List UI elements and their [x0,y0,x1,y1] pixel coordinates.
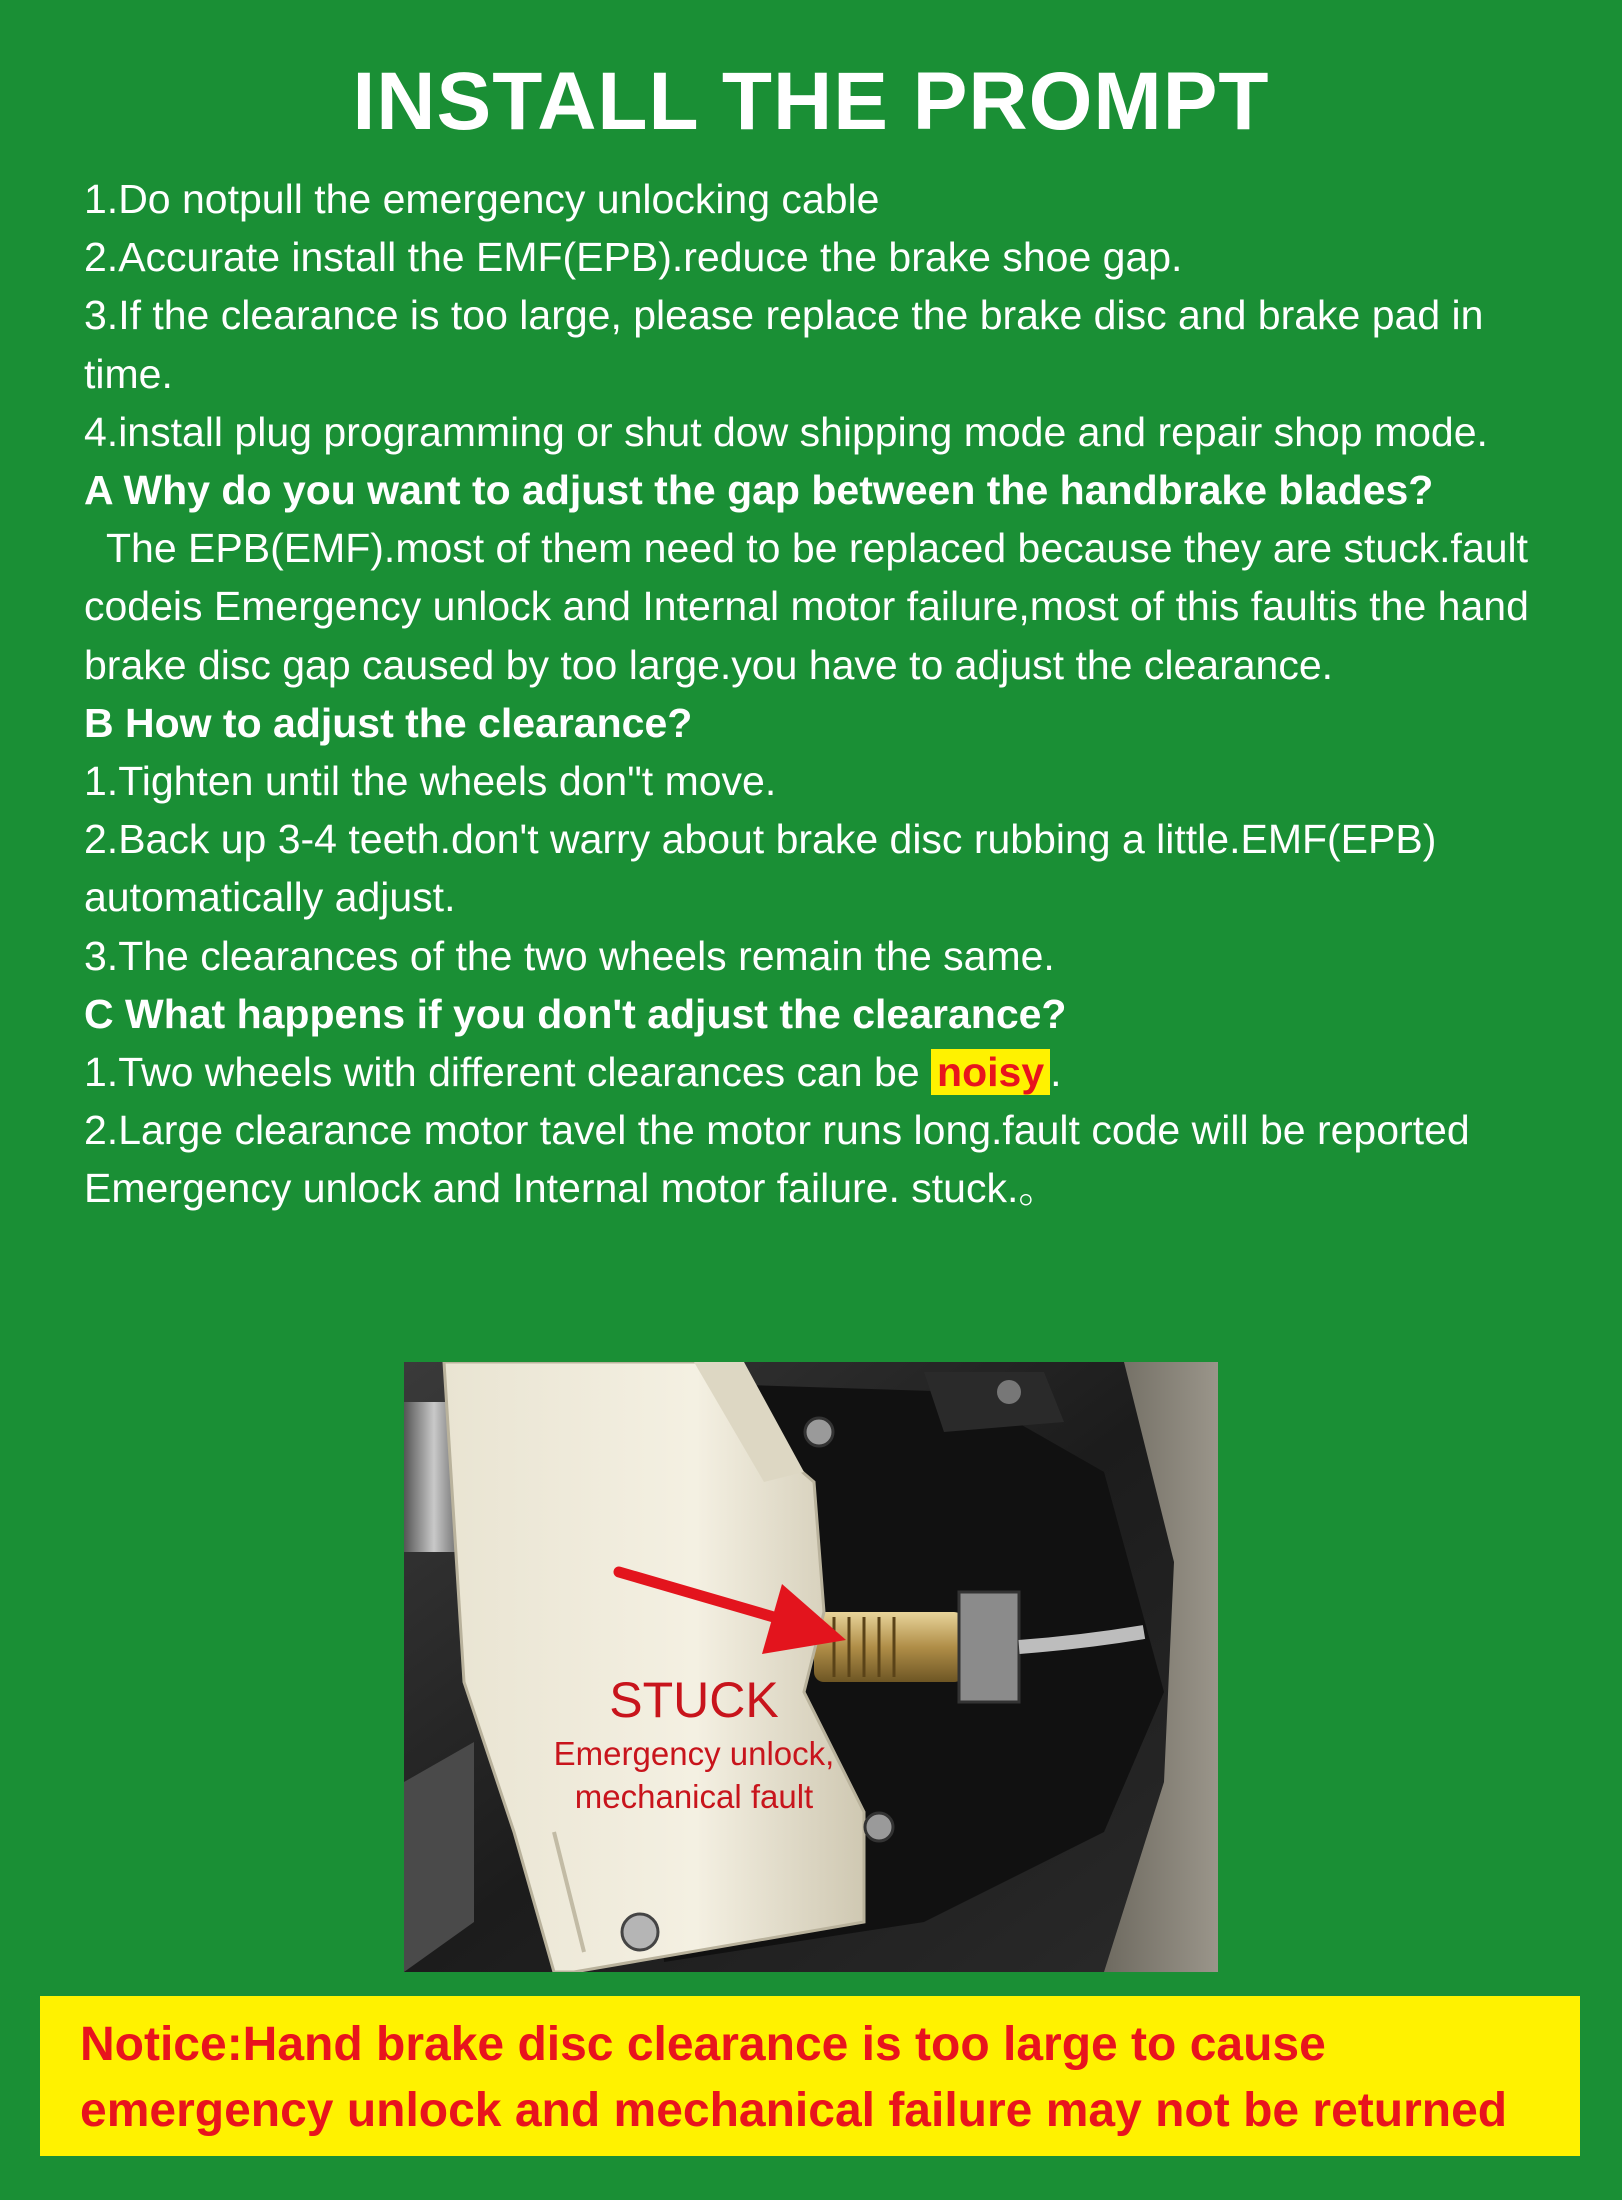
fault-caption-line-1: Emergency unlock, [553,1735,835,1772]
section-b-heading: B How to adjust the clearance? [84,699,693,746]
noisy-highlight: noisy [931,1049,1050,1095]
intro-item-2: 2.Accurate install the EMF(EPB).reduce the brake shoe gap. [84,234,1183,281]
section-c-heading: C What happens if you don't adjust the clearance? [84,990,1067,1037]
notice-text: Notice:Hand brake disc clearance is too large to cause emergency unlock and mechanical failure may not be returned [80,2018,1508,2137]
section-c-item-2: 2.Large clearance motor tavel the motor runs long.fault code will be reported Emergency unlock and Internal motor failure. stuck.。 [84,1107,1470,1212]
stuck-caption: STUCK [609,1672,779,1728]
notice-banner [40,1996,1580,2156]
actuator-photo [404,1362,1218,1972]
section-a-text: The EPB(EMF).most of them need to be replaced because they are stuck.fault codeis Emergency unlock and Internal motor failure,most of this faultis the hand brake disc gap caused by too large.you have to adjust the clearance. [84,525,1529,688]
section-c-item-1-end: . [1050,1049,1062,1096]
page-title: INSTALL THE PROMPT [352,56,1270,147]
fault-caption [404,1732,984,1818]
section-c-item-1 [84,1043,1554,1101]
intro-item-1: 1.Do notpull the emergency unlocking cable [84,176,880,222]
intro-item-3: 3.If the clearance is too large, please replace the brake disc and brake pad in time. [84,292,1484,397]
section-a-heading: A Why do you want to adjust the gap between the handbrake blades? [84,467,1434,514]
intro-item-4: 4.install plug programming or shut dow shipping mode and repair shop mode. [84,408,1488,455]
section-b-item-1: 1.Tighten until the wheels don"t move. [84,758,777,805]
fault-caption-line-2: mechanical fault [574,1778,814,1815]
instructions [84,170,1554,1218]
actuator-illustration [404,1362,1218,1972]
section-c-item-1-text: 1.Two wheels with different clearances can be [84,1049,932,1096]
section-b-item-2: 2.Back up 3-4 teeth.don't warry about brake disc rubbing a little.EMF(EPB) automatically adjust. [84,816,1437,921]
section-b-item-3: 3.The clearances of the two wheels remain the same. [84,932,1055,979]
